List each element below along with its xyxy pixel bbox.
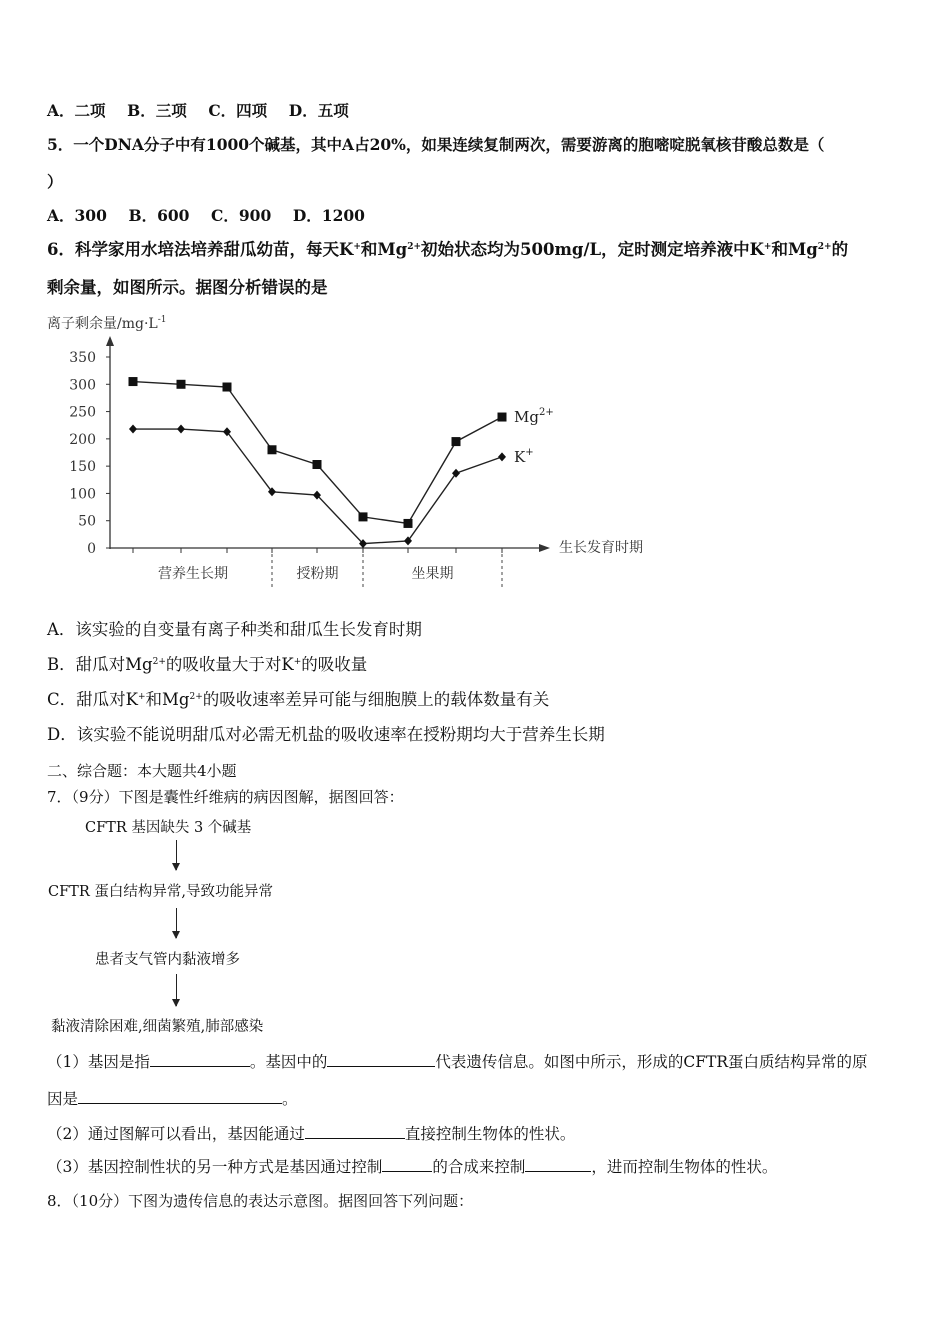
q6-b-sup-2: + xyxy=(293,657,302,667)
q6-c-sup-2: 2+ xyxy=(189,692,203,702)
data-point-mg xyxy=(498,413,507,422)
q6-b-text-1: B．甜瓜对Mg xyxy=(47,655,153,674)
flow-arrow-3-icon xyxy=(176,974,177,1006)
q7-blank-6[interactable] xyxy=(525,1155,591,1172)
q6-option-d: D．该实验不能说明甜瓜对必需无机盐的吸收速率在授粉期均大于营养生长期 xyxy=(47,725,605,744)
q7-part2 xyxy=(47,1122,575,1145)
y-tick-label: 250 xyxy=(69,404,96,421)
period-label: 坐果期 xyxy=(411,566,454,582)
data-point-mg xyxy=(177,380,186,389)
y-axis-arrow-icon xyxy=(106,336,114,346)
q7-p1-text-b: 。基因中的 xyxy=(249,1053,328,1071)
series-label-k: K+ xyxy=(514,446,534,466)
q7-blank-2[interactable] xyxy=(327,1050,435,1067)
q6-option-a: A．该实验的自变量有离子种类和甜瓜生长发育时期 xyxy=(47,620,422,639)
data-point-mg xyxy=(268,445,277,454)
flow-step-3: 患者支气管内黏液增多 xyxy=(95,952,240,968)
flow-arrow-1-icon xyxy=(176,840,177,870)
q5-stem: 5．一个DNA分子中有1000个碱基，其中A占20%，如果连续复制两次，需要游离的胞嘧啶脱氧核苷酸总数是（ xyxy=(47,135,825,154)
q4-option-c: C．四项 xyxy=(208,101,268,120)
y-tick-label: 150 xyxy=(69,459,96,476)
flow-step-2: CFTR 蛋白结构异常,导致功能异常 xyxy=(48,884,273,900)
data-point-k xyxy=(177,425,185,434)
flow-step-1: CFTR 基因缺失 3 个碱基 xyxy=(85,820,252,836)
q6-b-text-2: 的吸收量大于对K xyxy=(165,655,294,674)
y-tick-label: 350 xyxy=(69,350,96,366)
q7-blank-1[interactable] xyxy=(150,1050,250,1067)
x-axis-label: 生长发育时期 xyxy=(559,540,643,556)
q5-option-b: B．600 xyxy=(128,206,190,225)
q4-options xyxy=(47,100,349,122)
x-axis-arrow-icon xyxy=(539,544,550,552)
period-label: 营养生长期 xyxy=(158,566,228,582)
q6-sup-3: + xyxy=(763,242,772,252)
q7-p1-text-c: 代表遗传信息。如图中所示，形成的CFTR蛋白质结构异常的原 xyxy=(435,1053,868,1071)
series-line-mg xyxy=(133,382,502,524)
series-line-k xyxy=(133,429,502,544)
y-tick-label: 100 xyxy=(69,486,96,503)
q6-option-c xyxy=(47,689,549,711)
q7-p1-text-a: （1）基因是指 xyxy=(47,1053,150,1071)
q7-stem: 7．（9分）下图是囊性纤维病的病因图解，据图回答： xyxy=(47,788,404,806)
q7-part1-line1 xyxy=(47,1050,868,1073)
q7-p3-text-a: （3）基因控制性状的另一种方式是基因通过控制 xyxy=(47,1158,383,1176)
y-tick-label: 50 xyxy=(78,513,96,530)
q5-stem-close: ） xyxy=(47,172,63,191)
q6-stem-line1 xyxy=(47,239,848,261)
y-tick-label: 200 xyxy=(69,431,96,448)
cftr-flow-diagram xyxy=(45,812,365,1044)
q7-part1-line2 xyxy=(47,1087,298,1110)
y-tick-label: 0 xyxy=(87,541,96,557)
q6-text-2: 和Mg xyxy=(360,240,408,259)
q4-option-a: A．二项 xyxy=(47,101,106,120)
q5-option-a: A．300 xyxy=(47,206,107,225)
q6-option-b xyxy=(47,654,367,676)
q5-options xyxy=(47,205,365,227)
q6-stem-line2: 剩余量，如图所示。据图分析错误的是 xyxy=(47,278,328,297)
data-point-k xyxy=(129,425,137,434)
series-label-mg: $Mg^{2+}$ xyxy=(514,407,554,427)
q6-b-text-3: 的吸收量 xyxy=(301,655,368,674)
data-point-mg xyxy=(359,512,368,521)
q6-c-text-3: 的吸收速率差异可能与细胞膜上的载体数量有关 xyxy=(202,690,550,709)
flow-step-4: 黏液清除困难,细菌繁殖,肺部感染 xyxy=(51,1019,264,1035)
q6-b-sup-1: 2+ xyxy=(152,657,166,667)
y-axis-label: 离子剩余量$/mg\cdot L^{-1}$ xyxy=(47,315,167,332)
data-point-k xyxy=(498,452,506,461)
q7-blank-3[interactable] xyxy=(78,1087,282,1104)
q7-blank-5[interactable] xyxy=(382,1155,432,1172)
q5-option-d: D．1200 xyxy=(292,206,365,225)
q7-p1-text-e: 。 xyxy=(282,1090,298,1108)
q6-text-5: 的 xyxy=(831,240,849,259)
q6-c-text-1: C．甜瓜对K xyxy=(47,690,138,709)
q7-part3 xyxy=(47,1155,777,1178)
data-point-mg xyxy=(313,460,322,469)
q6-sup-4: 2+ xyxy=(817,242,832,252)
period-label: 授粉期 xyxy=(296,566,339,582)
q5-option-c: C．900 xyxy=(211,206,272,225)
q6-c-sup-1: + xyxy=(137,692,146,702)
q7-p2-text-b: 直接控制生物体的性状。 xyxy=(404,1125,576,1143)
q6-text-4: 和Mg xyxy=(771,240,818,259)
q6-sup-1: + xyxy=(353,242,361,252)
q8-stem: 8．（10分）下图为遗传信息的表达示意图。据图回答下列问题： xyxy=(47,1192,474,1210)
data-point-mg xyxy=(223,383,232,392)
flow-arrow-2-icon xyxy=(176,908,177,938)
q6-text-1: 6．科学家用水培法培养甜瓜幼苗，每天K xyxy=(47,240,354,259)
q6-c-text-2: 和Mg xyxy=(145,690,190,709)
section-heading: 二、综合题：本大题共4小题 xyxy=(47,762,237,780)
q7-p3-text-b: 的合成来控制 xyxy=(432,1158,526,1176)
q4-option-b: B．三项 xyxy=(127,101,187,120)
data-point-mg xyxy=(404,519,413,528)
q7-blank-4[interactable] xyxy=(305,1122,405,1139)
q7-p2-text-a: （2）通过图解可以看出，基因能通过 xyxy=(47,1125,305,1143)
q6-text-3: 初始状态均为500mg/L，定时测定培养液中K xyxy=(421,240,764,259)
data-point-mg xyxy=(452,437,461,446)
q7-p3-text-c: ，进而控制生物体的性状。 xyxy=(591,1158,778,1176)
q6-sup-2: 2+ xyxy=(407,242,421,252)
y-tick-label: 300 xyxy=(69,377,96,394)
q4-option-d: D．五项 xyxy=(288,101,349,120)
q7-p1-text-d: 因是 xyxy=(47,1090,79,1108)
data-point-mg xyxy=(129,377,138,386)
ion-remaining-chart xyxy=(45,306,685,594)
